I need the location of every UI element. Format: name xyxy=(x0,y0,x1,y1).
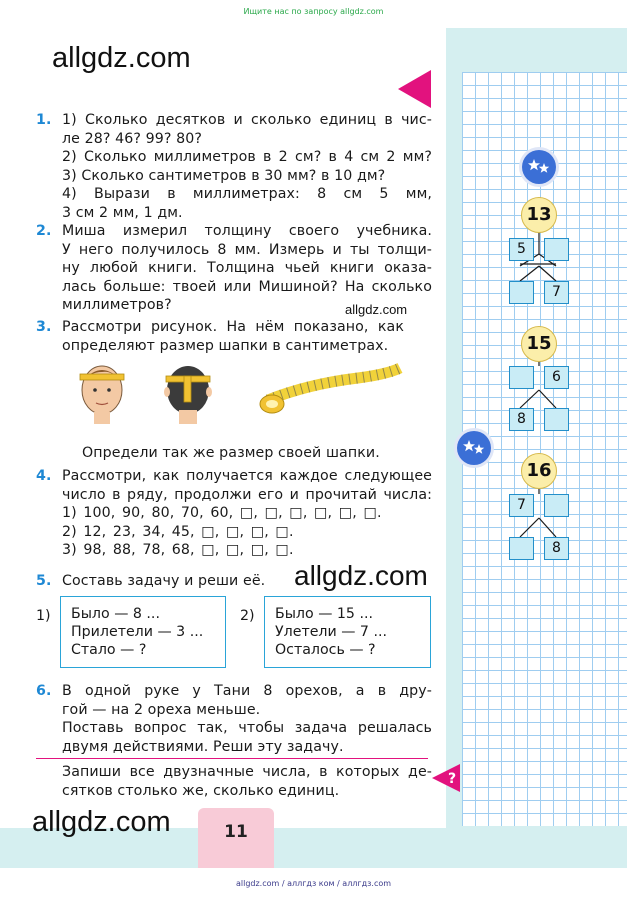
tree-cell[interactable]: 8 xyxy=(544,537,569,560)
task-number: 5. xyxy=(36,573,52,589)
tree-node-top: 15 xyxy=(521,326,557,362)
task-line: 2) Сколько миллиметров в 2 см? в 4 см 2 мм? xyxy=(62,149,432,165)
tree-cell[interactable]: 5 xyxy=(509,238,534,261)
task-line: В одной руке у Тани 8 орехов, а в дру- xyxy=(62,683,432,699)
box-line: Улетели — 7 ... xyxy=(275,624,387,640)
task-line: сятков столько же, сколько единиц. xyxy=(62,782,340,799)
tree-node-top: 16 xyxy=(521,453,557,489)
task-line: гой — на 2 ореха меньше. xyxy=(62,701,261,718)
task-line: Рассмотри рисунок. На нём показано, как xyxy=(62,319,404,335)
task-line: число в ряду, продолжи его и прочитай числа: xyxy=(62,486,432,503)
box-label: 1) xyxy=(36,608,51,624)
task-line: миллиметров? xyxy=(62,297,172,313)
box-line: Было — 15 ... xyxy=(275,606,373,622)
task-line: 2) 12, 23, 34, 45, □, □, □, □. xyxy=(62,523,294,540)
task-line: Определи так же размер своей шапки. xyxy=(82,445,380,461)
watermark: allgdz.com xyxy=(52,42,191,74)
task-line: 4) Вырази в миллиметрах: 8 см 5 мм, xyxy=(62,186,432,202)
footer: allgdz.com / аллгдз ком / аллгдз.com xyxy=(235,879,392,888)
watermark: allgdz.com xyxy=(32,806,171,838)
tree-cell[interactable] xyxy=(544,238,569,261)
tree-cell[interactable]: 6 xyxy=(544,366,569,389)
task-line: ну любой книги. Толщина чьей книги оказа- xyxy=(62,260,432,276)
task-line: Запиши все двузначные числа, в которых де- xyxy=(62,764,432,780)
box-line: Стало — ? xyxy=(71,642,147,658)
page-number: 11 xyxy=(224,822,248,842)
task-line: двумя действиями. Реши эту задачу. xyxy=(62,738,344,755)
tree-cell[interactable] xyxy=(544,408,569,431)
tree-cell[interactable] xyxy=(544,494,569,517)
tree-cell[interactable]: 7 xyxy=(544,281,569,304)
tree-cell[interactable]: 8 xyxy=(509,408,534,431)
task-number: 1. xyxy=(36,112,52,128)
task-line: У него получилось 8 мм. Измерь и ты толщи- xyxy=(62,241,432,258)
task-line: 1) 100, 90, 80, 70, 60, □, □, □, □, □, □. xyxy=(62,505,382,521)
tree-cell[interactable]: 7 xyxy=(509,494,534,517)
tree-node-top: 13 xyxy=(521,197,557,233)
box-line: Было — 8 ... xyxy=(71,606,160,622)
task-line: определяют размер шапки в сантиметрах. xyxy=(62,337,389,354)
task-line: ле 28? 46? 99? 80? xyxy=(62,130,202,147)
task-number: 3. xyxy=(36,319,52,335)
tree-cell[interactable] xyxy=(509,366,534,389)
task-line: лась больше: твоей или Мишиной? На сколько xyxy=(62,278,432,295)
task-line: 1) Сколько десятков и сколько единиц в чис- xyxy=(62,112,432,128)
box-line: Осталось — ? xyxy=(275,642,376,658)
task-line: Составь задачу и реши её. xyxy=(62,573,266,589)
task-line: Поставь вопрос так, чтобы задача решалась xyxy=(62,720,432,736)
box-label: 2) xyxy=(240,608,255,624)
tree-cell[interactable] xyxy=(509,537,534,560)
task-number: 4. xyxy=(36,468,52,484)
watermark: allgdz.com xyxy=(294,560,428,591)
task-line: 3) Сколько сантиметров в 30 мм? в 10 дм? xyxy=(62,167,386,184)
task-line: 3) 98, 88, 78, 68, □, □, □, □. xyxy=(62,542,294,558)
task-number: 2. xyxy=(36,223,52,239)
task-line: 3 см 2 мм, 1 дм. xyxy=(62,204,183,221)
tree-cell[interactable] xyxy=(509,281,534,304)
watermark: allgdz.com xyxy=(345,302,408,317)
task-line: Рассмотри, как получается каждое следующее xyxy=(62,468,432,484)
task-line: Миша измерил толщину своего учебника. xyxy=(62,223,432,239)
svg-text:?: ? xyxy=(447,771,457,787)
site-note: Ищите нас по запросу allgdz.com xyxy=(243,7,384,16)
task-number: 6. xyxy=(36,683,52,699)
box-line: Прилетели — 3 ... xyxy=(71,624,204,640)
